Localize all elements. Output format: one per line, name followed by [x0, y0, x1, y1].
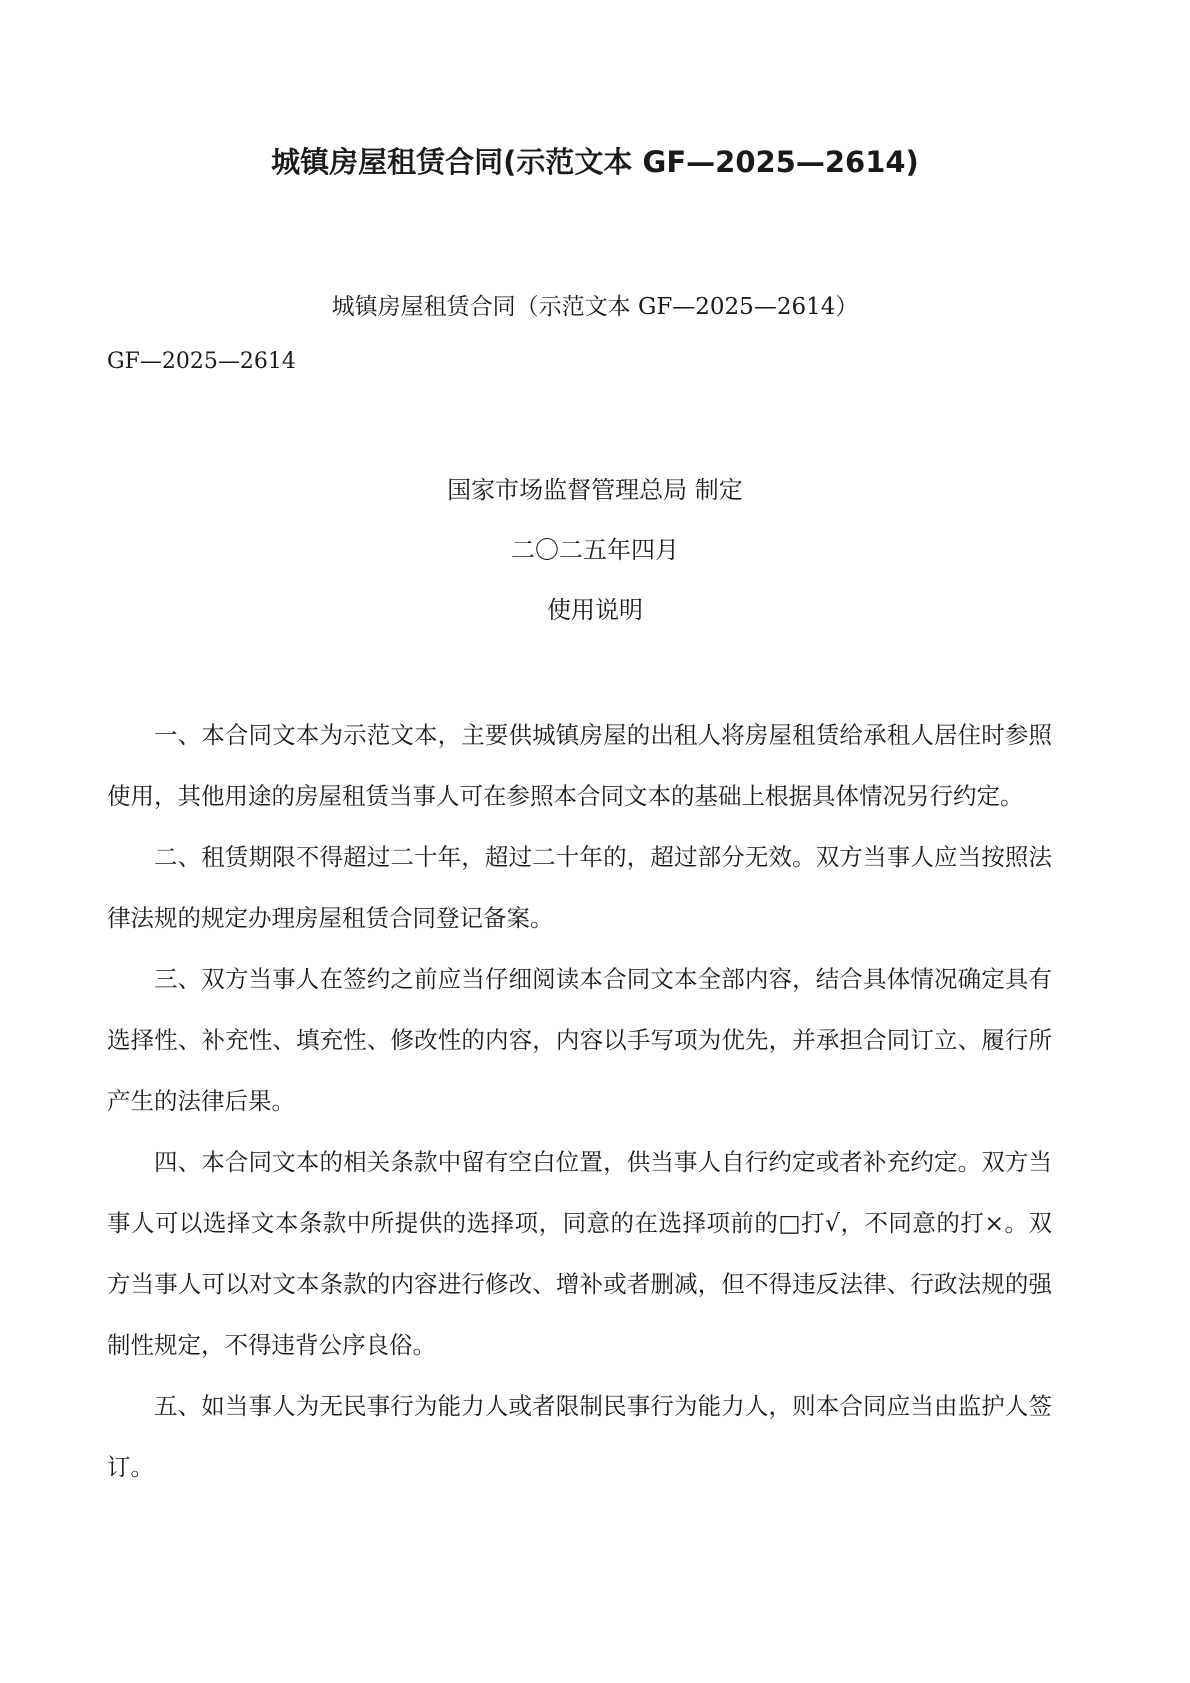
usage-heading: 使用说明: [547, 596, 643, 624]
paragraph: 三、双方当事人在签约之前应当仔细阅读本合同文本全部内容，结合具体情况确定具有选择性、补充性、填充性、修改性的内容，内容以手写项为优先，并承担合同订立、履行所产生的法律后果。: [107, 965, 1052, 1115]
paragraph: 五、如当事人为无民事行为能力人或者限制民事行为能力人，则本合同应当由监护人签订。: [107, 1392, 1052, 1481]
document-title: 城镇房屋租赁合同(示范文本 GF—2025—2614): [271, 145, 919, 179]
paragraph: 二、租赁期限不得超过二十年，超过二十年的，超过部分无效。双方当事人应当按照法律法规的规定办理房屋租赁合同登记备案。: [107, 843, 1052, 932]
paragraph: 四、本合同文本的相关条款中留有空白位置，供当事人自行约定或者补充约定。双方当事人可以选择文本条款中所提供的选择项，同意的在选择项前的□打√，不同意的打×。双方当事人可以对文本条款的内容进行修改、增补或者删减，但不得违反法律、行政法规的强制性规定，不得违背公序良俗。: [107, 1148, 1052, 1359]
document-subtitle: 城镇房屋租赁合同（示范文本 GF—2025—2614）: [331, 294, 859, 320]
issuer-line: 国家市场监督管理总局 制定: [447, 476, 743, 504]
document-code: GF—2025—2614: [107, 349, 296, 374]
date-line: 二〇二五年四月: [511, 536, 679, 564]
usage-instructions: [107, 705, 1052, 1498]
paragraph: 一、本合同文本为示范文本，主要供城镇房屋的出租人将房屋租赁给承租人居住时参照使用，其他用途的房屋租赁当事人可在参照本合同文本的基础上根据具体情况另行约定。: [107, 721, 1052, 810]
